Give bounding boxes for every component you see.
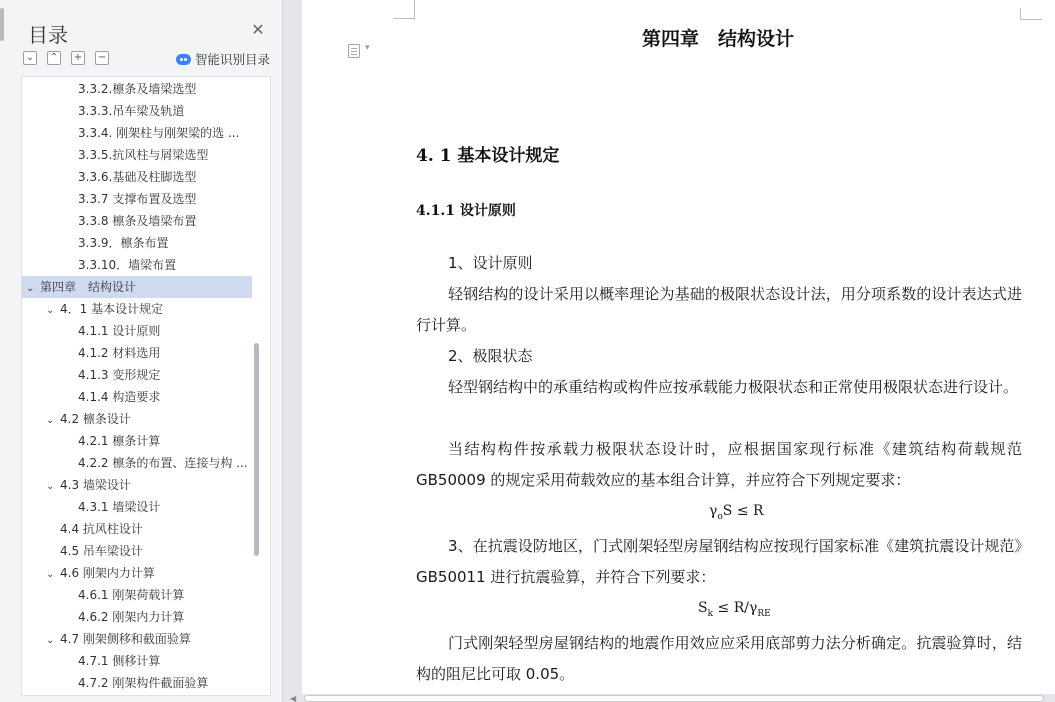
toc-item-label: 4.4 抗风柱设计 <box>60 522 143 536</box>
toc-item-label: 4.2 檩条设计 <box>60 412 131 426</box>
scroll-left-icon[interactable]: ◀ <box>290 694 297 702</box>
ai-icon <box>176 54 191 65</box>
toc-item[interactable] <box>78 78 196 100</box>
toc-item-label: 4.7.1 侧移计算 <box>78 654 161 668</box>
chevron-down-icon[interactable]: ⌄ <box>46 635 55 646</box>
toc-item-label: 4.6 刚架内力计算 <box>60 566 155 580</box>
toc-item-label: 4.1.4 构造要求 <box>78 390 161 404</box>
chevron-down-icon[interactable]: ⌄ <box>46 569 55 580</box>
toc-tree <box>21 76 271 696</box>
toc-item[interactable] <box>78 232 169 254</box>
paragraph: 门式刚架轻型房屋钢结构的地震作用效应应采用底部剪力法分析确定。抗震验算时，结构的阻尼比可取 0.05。 <box>416 634 1022 683</box>
smart-toc-button[interactable] <box>176 50 270 68</box>
toc-item[interactable] <box>78 122 239 144</box>
document-page[interactable] <box>302 0 1055 694</box>
formula-subscript: o <box>717 511 723 522</box>
formula-subscript: RE <box>757 608 771 619</box>
toc-item[interactable] <box>78 452 248 474</box>
expand-up-icon[interactable]: ⌃ <box>47 51 61 65</box>
toc-item-label: 4.1.1 设计原则 <box>78 324 161 338</box>
toc-item[interactable] <box>78 430 160 452</box>
toc-item-label: 4.2.1 檩条计算 <box>78 434 161 448</box>
sidebar-scroll-thumb[interactable] <box>0 8 4 41</box>
toc-item[interactable] <box>78 496 160 518</box>
formula-text: S ≤ R <box>722 503 764 519</box>
paragraph: 当结构构件按承载力极限状态设计时，应根据国家现行标准《建筑结构荷载规范GB50009 的规定采用荷载效应的基本组合计算，并应符合下列规定要求： <box>416 440 1022 489</box>
toc-item[interactable] <box>78 342 160 364</box>
toc-item-label: 4.7 刚架侧移和截面验算 <box>60 632 191 646</box>
toc-item[interactable] <box>78 672 208 694</box>
page-corner-mark <box>414 0 415 20</box>
paragraph: 3、在抗震设防地区，门式刚架轻型房屋钢结构应按现行国家标准《建筑抗震设计规范》GB50011 进行抗震验算，并符合下列要求： <box>416 537 1022 586</box>
toc-item-label: 4．1 基本设计规定 <box>60 302 164 316</box>
toc-item-label: 4.5 吊车梁设计 <box>60 544 143 558</box>
toc-sidebar <box>0 0 283 702</box>
toc-item-label: 4.6.2 刚架内力计算 <box>78 610 185 624</box>
toc-item[interactable] <box>78 188 196 210</box>
toc-item[interactable] <box>78 364 160 386</box>
toc-item-label: 3.3.6.基础及柱脚选型 <box>78 170 197 184</box>
toc-item-label: 第四章 结构设计 <box>40 280 137 294</box>
toc-item[interactable] <box>46 518 143 540</box>
toc-item[interactable] <box>78 606 184 628</box>
toc-item[interactable] <box>78 650 160 672</box>
close-icon[interactable]: ✕ <box>251 20 265 39</box>
toc-item-label: 3.3.3.吊车梁及轨道 <box>78 104 185 118</box>
paragraph: 1、设计原则 <box>448 254 533 272</box>
smart-toc-label: 智能识别目录 <box>195 52 271 67</box>
chevron-down-icon[interactable]: ⌄ <box>46 305 55 316</box>
add-icon[interactable]: + <box>71 51 85 65</box>
toc-item-label: 3.3.7 支撑布置及选型 <box>78 192 197 206</box>
toc-item[interactable] <box>78 144 208 166</box>
toc-item-label: 3.3.9．檩条布置 <box>78 236 169 250</box>
toc-item-label: 3.3.4. 刚架柱与刚架梁的选 ... <box>78 126 240 140</box>
toc-item-label: 3.3.5.抗风柱与屑梁选型 <box>78 148 209 162</box>
toc-item[interactable] <box>78 320 160 342</box>
toc-item[interactable] <box>78 386 160 408</box>
remove-icon[interactable]: − <box>95 51 109 65</box>
formula-subscript: k <box>707 608 714 619</box>
toc-item-label: 3.3.10．墙梁布置 <box>78 258 177 272</box>
page-corner-mark <box>393 8 415 19</box>
page-corner-mark <box>1020 8 1042 20</box>
formula-symbol: γ <box>709 503 718 519</box>
toc-item[interactable] <box>78 584 184 606</box>
paragraph: 轻型钢结构中的承重结构或构件应按承载能力极限状态和正常使用极限状态进行设计。 <box>448 378 1019 396</box>
scrollbar-thumb[interactable] <box>304 695 1044 702</box>
toc-item-label: 4.3 墙梁设计 <box>60 478 131 492</box>
toc-item[interactable] <box>78 210 196 232</box>
formula-symbol: S <box>698 600 708 616</box>
section-heading: 4. 1 基本设计规定 <box>416 146 560 166</box>
toc-item-label: 4.1.3 变形规定 <box>78 368 161 382</box>
toc-item[interactable] <box>78 166 196 188</box>
toc-item-label: 4.7.2 刚架构件截面验算 <box>78 676 209 690</box>
toc-item-label: 4.6.1 刚架荷载计算 <box>78 588 185 602</box>
paragraph: 2、极限状态 <box>448 347 533 365</box>
toc-item[interactable] <box>46 562 155 584</box>
toc-scrollbar[interactable] <box>254 343 259 556</box>
toc-item-label: 3.3.8 檩条及墙梁布置 <box>78 214 197 228</box>
chevron-down-icon[interactable]: ⌄ <box>46 481 55 492</box>
toc-item[interactable] <box>46 408 131 430</box>
chevron-down-icon[interactable]: ⌄ <box>46 415 55 426</box>
formula-limit-state <box>709 503 764 522</box>
toc-item[interactable] <box>78 100 184 122</box>
toc-item-label: 4.1.2 材料选用 <box>78 346 161 360</box>
formula-seismic <box>698 600 771 619</box>
toc-item[interactable] <box>46 298 163 320</box>
horizontal-scrollbar[interactable] <box>288 694 1055 702</box>
chapter-title: 第四章 结构设计 <box>641 28 794 50</box>
toc-item[interactable] <box>46 474 131 496</box>
formula-text: ≤ R/γ <box>713 600 758 616</box>
subsection-heading: 4.1.1 设计原则 <box>416 203 516 219</box>
toc-item-label: 3.3.2.檩条及墙梁选型 <box>78 82 197 96</box>
toc-item[interactable] <box>22 276 252 298</box>
toc-item-label: 4.2.2 檩条的布置、连接与构 ... <box>78 456 248 470</box>
toc-item[interactable] <box>78 254 176 276</box>
toc-item-label: 4.3.1 墙梁设计 <box>78 500 161 514</box>
toc-title: 目录 <box>28 23 68 47</box>
toc-item[interactable] <box>46 540 143 562</box>
toc-item[interactable] <box>46 628 191 650</box>
chevron-down-icon[interactable]: ⌄ <box>26 283 35 294</box>
collapse-all-icon[interactable]: ⌄ <box>23 51 37 65</box>
paragraph: 轻钢结构的设计采用以概率理论为基础的极限状态设计法，用分项系数的设计表达式进行计算。 <box>416 285 1022 334</box>
